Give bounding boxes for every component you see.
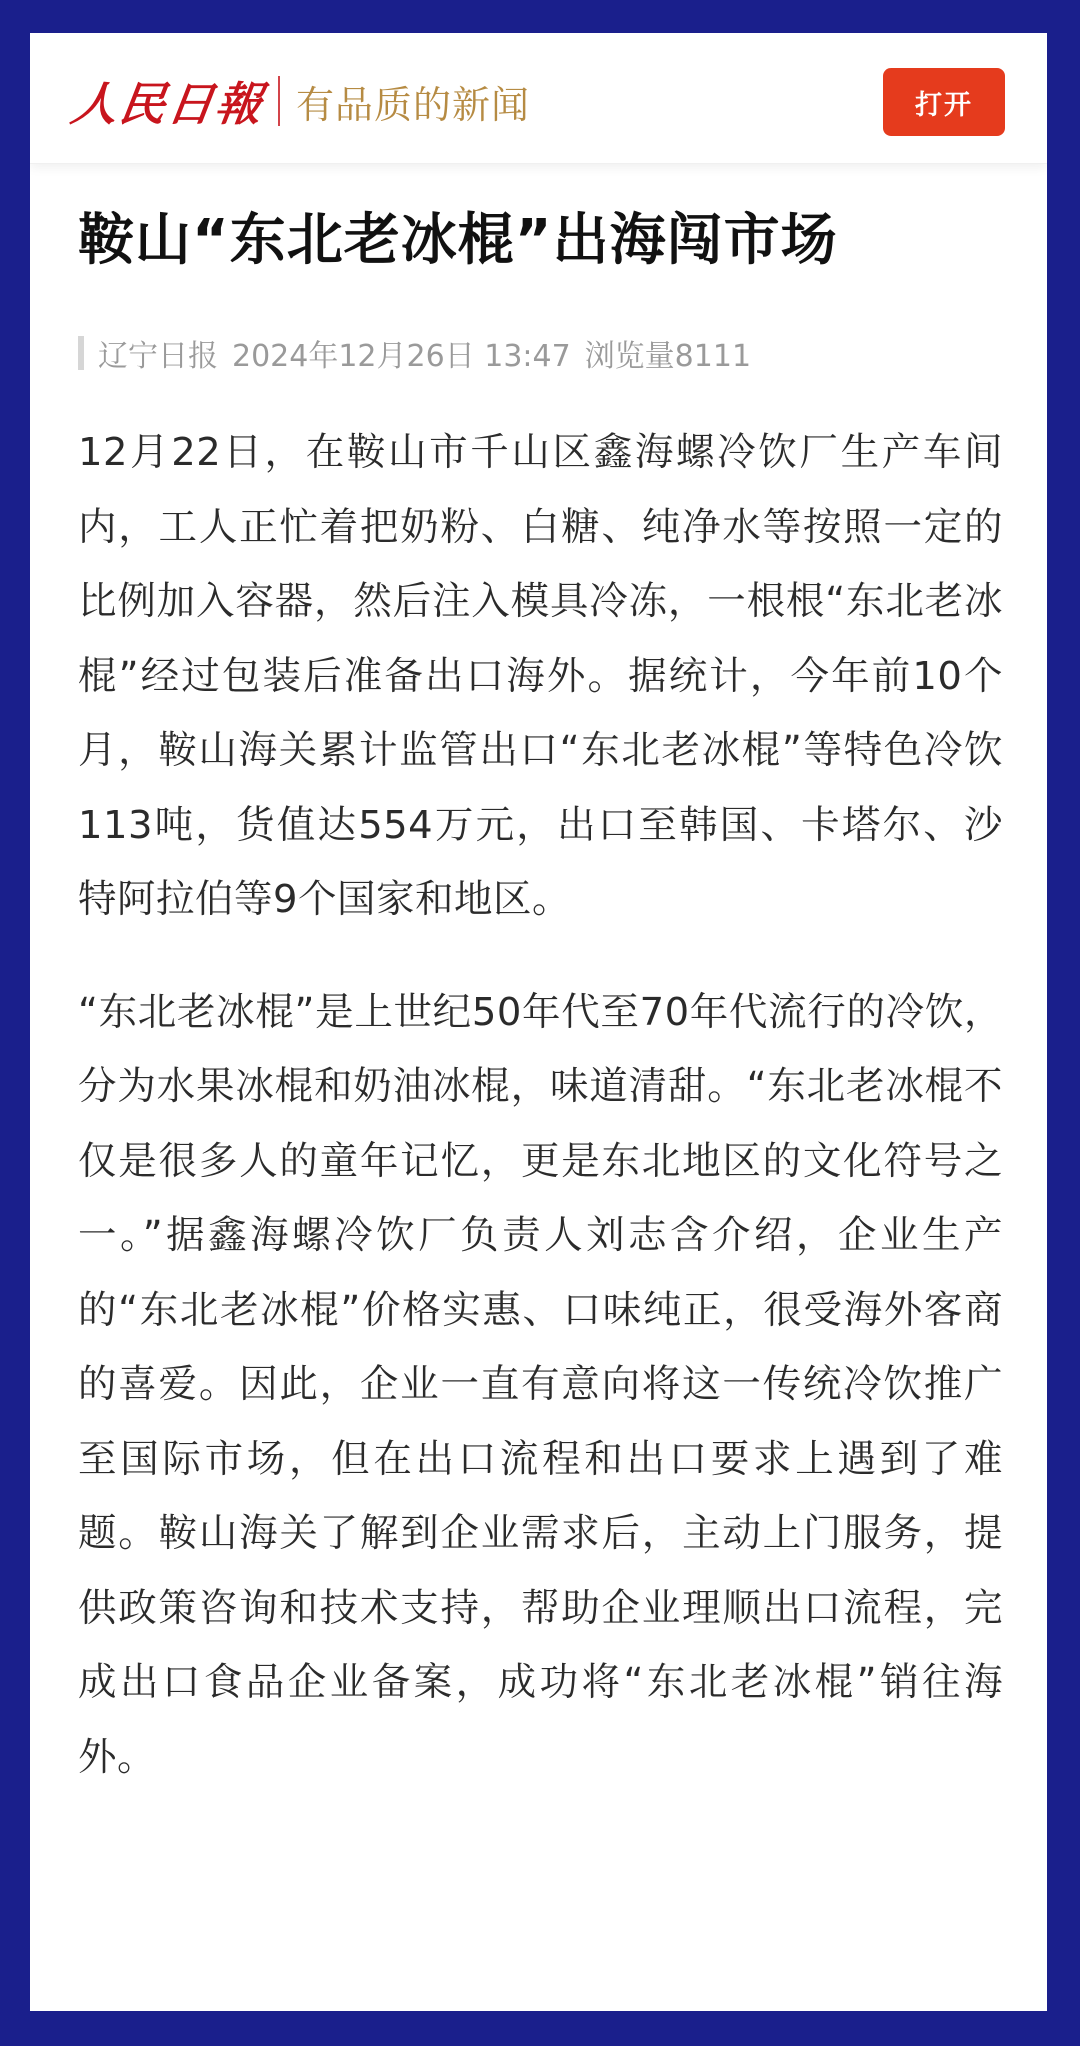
app-header [30,33,1047,164]
article-page [30,33,1047,2011]
article-title: 鞍山“东北老冰棍”出海闯市场 [78,208,838,273]
logo-slogan: 有品质的新闻 [296,82,531,127]
meta-bar [78,336,84,370]
peoples-daily-logo [67,71,531,131]
logo-mark: 人民日報 [67,77,268,131]
article-body [78,416,1003,1795]
article-datetime: 2024年12月26日 13:47 [232,339,571,374]
article-views: 浏览量8111 [584,339,752,374]
article-source: 辽宁日报 [98,339,218,374]
logo-divider [278,76,280,126]
article-meta [78,333,751,373]
paragraph: 12月22日，在鞍山市千山区鑫海螺冷饮厂生产车间内，工人正忙着把奶粉、白糖、纯净水等按照一定的比例加入容器，然后注入模具冷冻，一根根“东北老冰棍”经过包装后准备出口海外。据统计，今年前10个月，鞍山海关累计监管出口“东北老冰棍”等特色冷饮113吨，货值达554万元，出口至韩国、卡塔尔、沙特阿拉伯等9个国家和地区。 [78,430,1003,922]
open-app-button[interactable]: 打开 [883,68,1005,136]
paragraph: “东北老冰棍”是上世纪50年代至70年代流行的冷饮，分为水果冰棍和奶油冰棍，味道清甜。“东北老冰棍不仅是很多人的童年记忆，更是东北地区的文化符号之一。”据鑫海螺冷饮厂负责人刘志含介绍，企业生产的“东北老冰棍”价格实惠、口味纯正，很受海外客商的喜爱。因此，企业一直有意向将这一传统冷饮推广至国际市场，但在出口流程和出口要求上遇到了难题。鞍山海关了解到企业需求后，主动上门服务，提供政策咨询和技术支持，帮助企业理顺出口流程，完成出口食品企业备案，成功将“东北老冰棍”销往海外。 [78,989,1003,1780]
